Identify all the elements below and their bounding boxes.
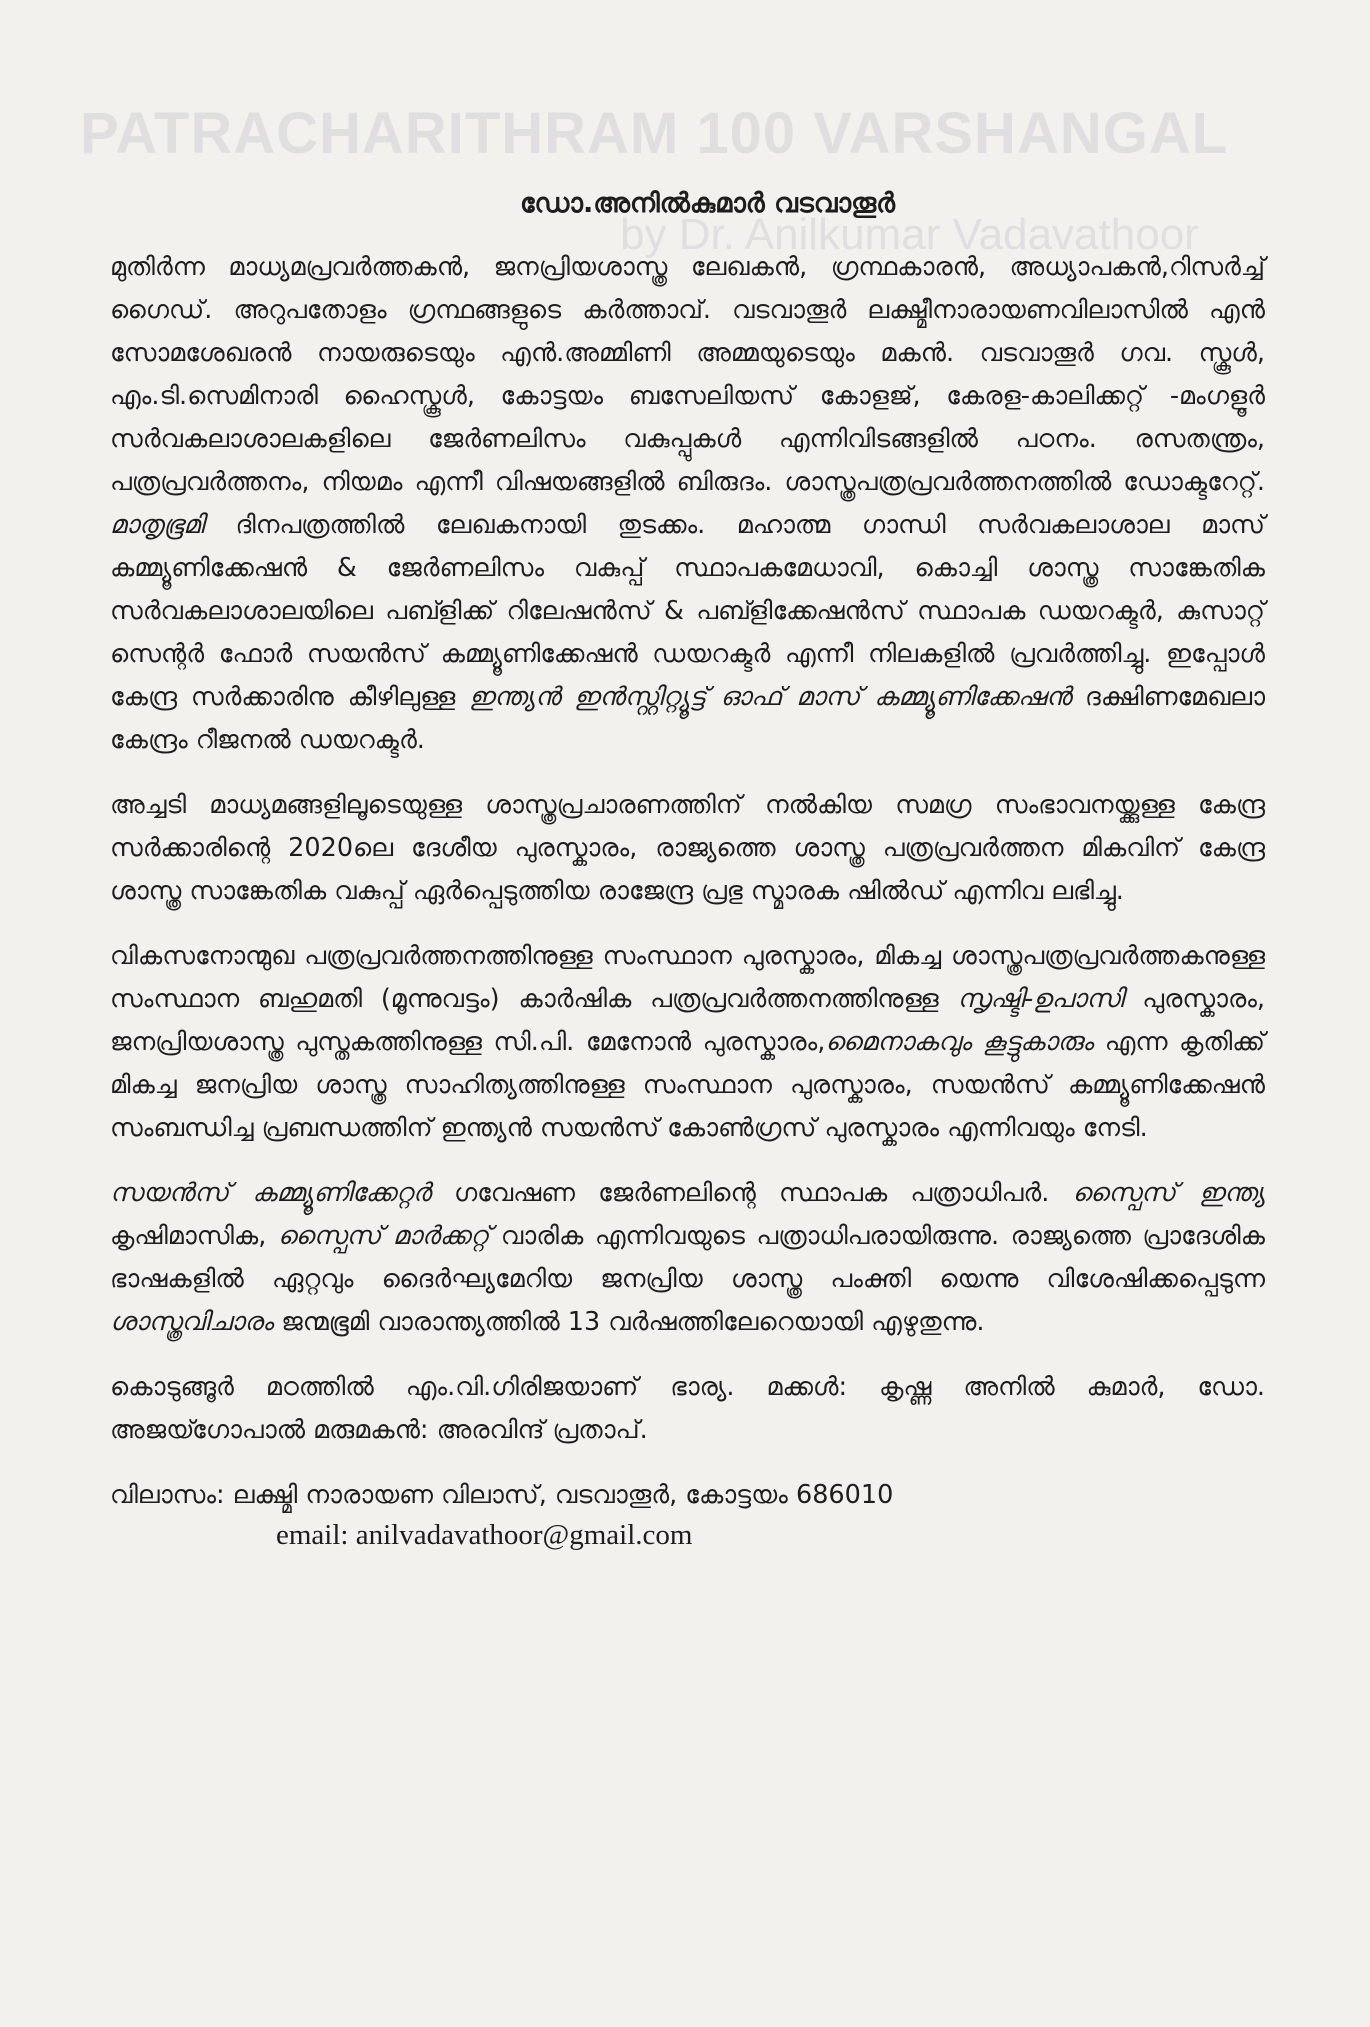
bio-paragraph [110,935,1265,1150]
paragraph-text: പുരസ്കാരം, ജനപ്രിയശാസ്ത്ര പുസ്തകത്തിനുള്ള സി.പി. മേനോൻ പുരസ്കാരം, [110,984,1265,1057]
paragraph-text: ഗവേഷണ ജേർണലിന്റെ സ്ഥാപക പത്രാധിപർ. [430,1178,1073,1208]
italic-title-text: ഇന്ത്യൻ ഇൻസ്റ്റിറ്റ്യൂട്ട് ഓഫ് മാസ് കമ്മ്യൂണിക്കേഷൻ [469,682,1072,712]
bleed-through-title: PATRACHARITHRAM 100 VARSHANGAL [80,101,1229,166]
author-name-heading: ഡോ.അനിൽകുമാർ വടവാതൂർ [519,188,895,219]
bleed-through-byline: by Dr. Anilkumar Vadavathoor [620,210,1199,259]
paragraph-text: മുതിർന്ന മാധ്യമപ്രവർത്തകൻ, ജനപ്രിയശാസ്ത്ര ലേഖകൻ, ഗ്രന്ഥകാരൻ, അധ്യാപകൻ,റിസർച്ച് ഗൈഡ്. അറുപതോളം ഗ്രന്ഥങ്ങളുടെ കർത്താവ്. വടവാതൂർ ലക്ഷ്മീനാരായണവിലാസിൽ എൻ സോമശേഖരൻ നായരുടെയും എൻ.അമ്മിണി അമ്മയുടെയും മകൻ. വടവാതൂർ ഗവ. സ്കൂൾ, എം.ടി.സെമിനാരി ഹൈസ്കൂൾ, കോട്ടയം ബസേലിയസ് കോളജ്, കേരള-കാലിക്കറ്റ് -മംഗളൂർ സർവകലാശാലകളിലെ ജേർണലിസം വകുപ്പുകൾ എന്നിവിടങ്ങളിൽ പഠനം. രസതന്ത്രം, പത്രപ്രവർത്തനം, നിയമം എന്നീ വിഷയങ്ങളിൽ ബിരുദം. ശാസ്ത്രപത്രപ്രവർത്തനത്തിൽ ഡോക്ടറേറ്റ്. [110,252,1265,497]
paragraph-text: എന്ന കൃതിക്ക് മികച്ച ജനപ്രിയ ശാസ്ത്ര സാഹിത്യത്തിനുള്ള സംസ്ഥാന പുരസ്കാരം, സയൻസ് കമ്മ്യൂണിക്കേഷൻ സംബന്ധിച്ച പ്രബന്ധത്തിന് ഇന്ത്യൻ സയൻസ് കോൺഗ്രസ് പുരസ്കാരം എന്നിവയും നേടി. [110,1027,1265,1143]
paragraph-text: ദക്ഷിണമേഖലാ കേന്ദ്രം റീജനൽ ഡയറക്ടർ. [110,682,1265,755]
italic-title-text: മൈനാകവും കൂട്ടുകാരും [825,1027,1094,1057]
paragraph-text: വികസനോന്മുഖ പത്രപ്രവർത്തനത്തിനുള്ള സംസ്ഥാന പുരസ്കാരം, മികച്ച ശാസ്ത്രപത്രപ്രവർത്തകനുള്ള സംസ്ഥാന ബഹുമതി (മൂന്നുവട്ടം) കാർഷിക പത്രപ്രവർത്തനത്തിനുള്ള [110,941,1265,1014]
italic-title-text: സ്പൈസ് മാർക്കറ്റ് [277,1221,490,1251]
bio-body [110,246,1265,1452]
italic-title-text: മാതൃഭൂമി [110,510,204,540]
bio-paragraph [110,784,1265,913]
bio-paragraph [110,1172,1265,1344]
email-address: email: anilvadavathoor@gmail.com [276,1519,693,1551]
italic-title-text: സ്പൈസ് ഇന്ത്യ [1072,1178,1266,1208]
paragraph-text: കൊടുങ്ങൂർ മഠത്തിൽ എം.വി.ഗിരിജയാണ് ഭാര്യ. മക്കൾ: കൃഷ്ണ അനിൽ കുമാർ, ഡോ. അജയ്ഗോപാൽ മരുമകൻ: അരവിന്ദ് പ്രതാപ്. [110,1372,1265,1445]
paragraph-text: കൃഷിമാസിക, [110,1221,278,1251]
italic-title-text: സയൻസ് കമ്മ്യൂണിക്കേറ്റർ [110,1178,431,1208]
paragraph-text: അച്ചടി മാധ്യമങ്ങളിലൂടെയുള്ള ശാസ്ത്രപ്രചാരണത്തിന് നൽകിയ സമഗ്ര സംഭാവനയ്ക്കുള്ള കേന്ദ്ര സർക്കാരിന്റെ 2020ലെ ദേശീയ പുരസ്കാരം, രാജ്യത്തെ ശാസ്ത്ര പത്രപ്രവർത്തന മികവിന് കേന്ദ്ര ശാസ്ത്ര സാങ്കേതിക വകുപ്പ് ഏർപ്പെടുത്തിയ രാജേന്ദ്ര പ്രഭു സ്മാരക ഷിൽഡ് എന്നിവ ലഭിച്ചു. [110,790,1265,906]
paragraph-text: വാരിക എന്നിവയുടെ പത്രാധിപരായിരുന്നു. രാജ്യത്തെ പ്രാദേശിക ഭാഷകളിൽ ഏറ്റവും ദൈർഘ്യമേറിയ ജനപ്രിയ ശാസ്ത്ര പംക്തി യെന്നു വിശേഷിക്കപ്പെടുന്ന [110,1221,1265,1294]
paragraph-text: ദിനപത്രത്തിൽ ലേഖകനായി തുടക്കം. മഹാത്മ ഗാന്ധി സർവകലാശാല മാസ് കമ്മ്യൂണിക്കേഷൻ & ജേർണലിസം വകുപ്പ് സ്ഥാപകമേധാവി, കൊച്ചി ശാസ്ത്ര സാങ്കേതിക സർവകലാശാലയിലെ പബ്ളിക്ക് റിലേഷൻസ് & പബ്ളിക്കേഷൻസ് സ്ഥാപക ഡയറക്ടർ, കുസാറ്റ് സെന്റർ ഫോർ സയൻസ് കമ്മ്യൂണിക്കേഷൻ ഡയറക്ടർ എന്നീ നിലകളിൽ പ്രവർത്തിച്ചു. ഇപ്പോൾ കേന്ദ്ര സർക്കാരിനു കീഴിലുള്ള [110,510,1265,712]
postal-address: വിലാസം: ലക്ഷ്മി നാരായണ വിലാസ്, വടവാതൂർ, കോട്ടയം 686010 [110,1480,894,1510]
italic-title-text: സൃഷ്ടി-ഉപാസി [957,984,1124,1014]
bio-paragraph [110,246,1265,762]
author-bio-page [110,188,1265,1553]
bio-paragraph [110,1366,1265,1452]
italic-title-text: ശാസ്ത്രവിചാരം [110,1307,274,1337]
paragraph-text: ജന്മഭൂമി വാരാന്ത്യത്തിൽ 13 വർഷത്തിലേറെയായി എഴുതുന്നു. [273,1307,985,1337]
